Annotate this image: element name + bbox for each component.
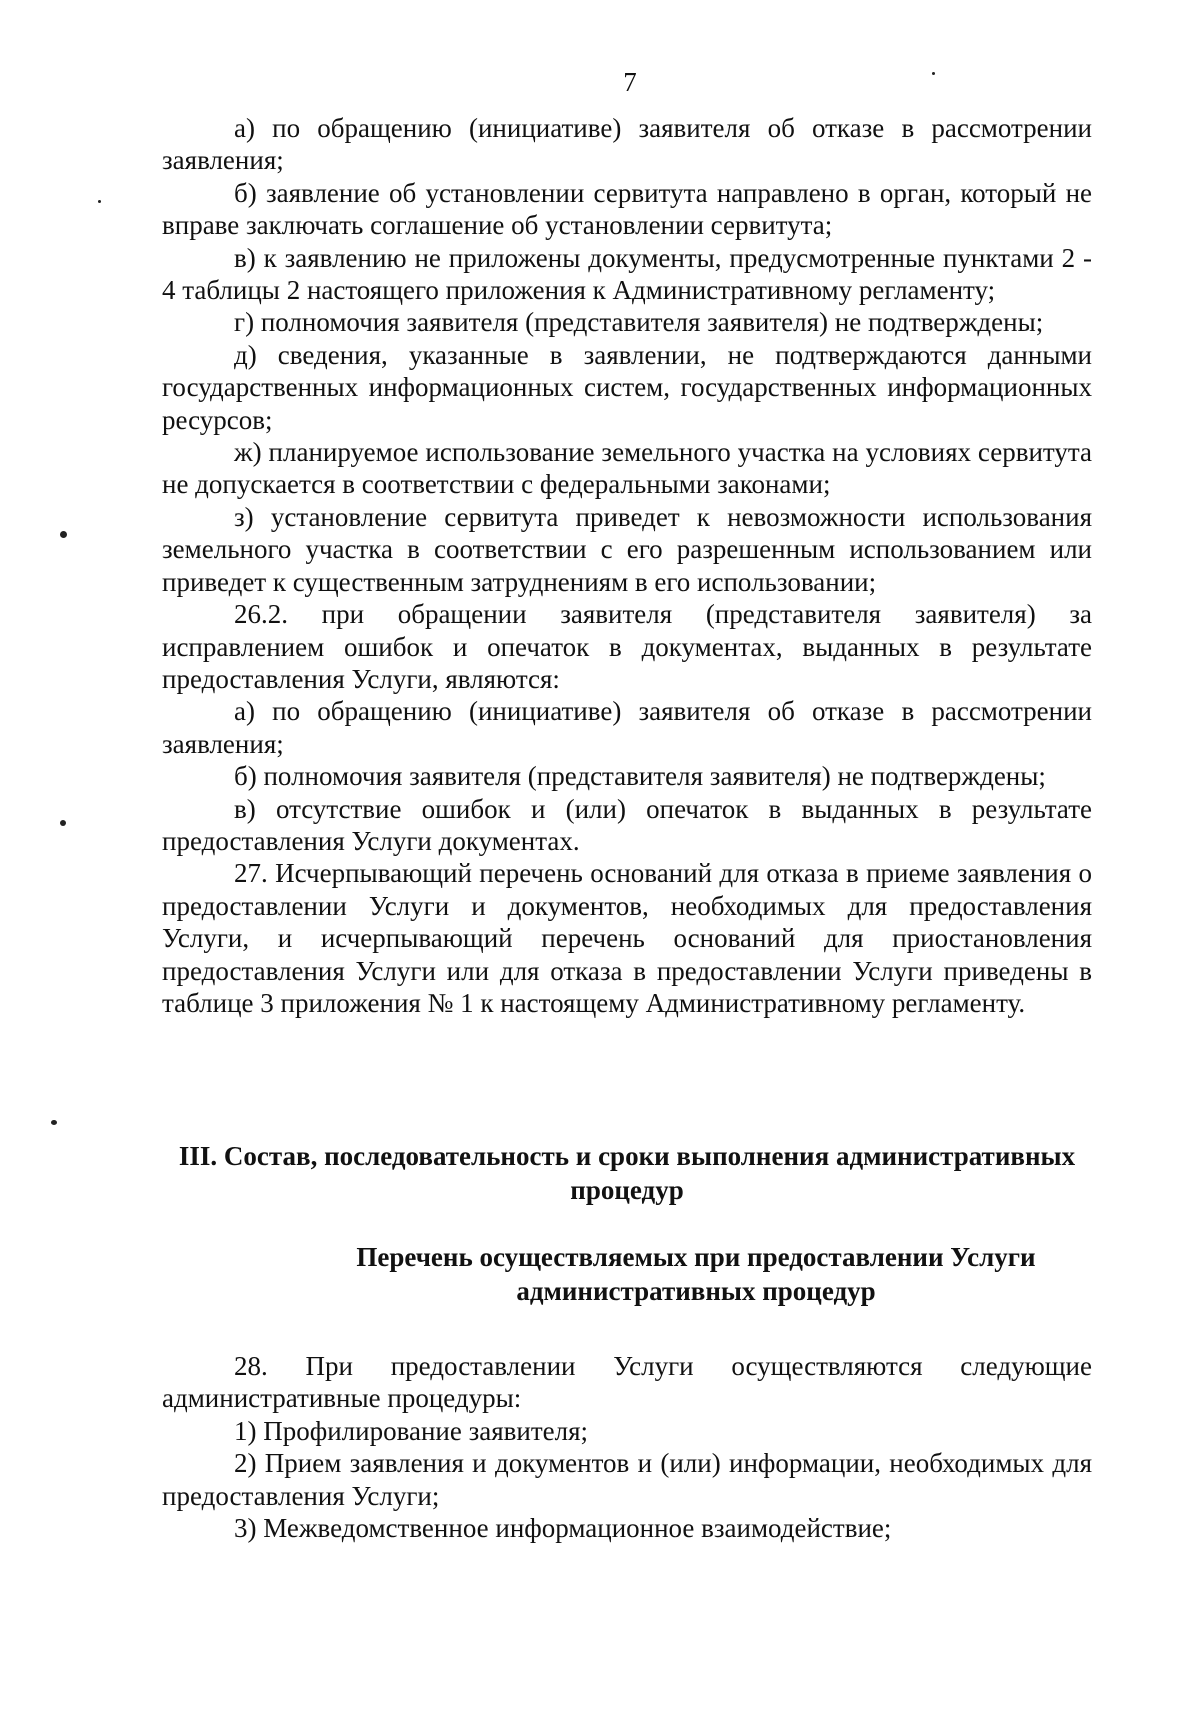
paragraph: в) к заявлению не приложены документы, предусмотренные пунктами 2 - 4 таблицы 2 настоящего приложения к Административному регламенту; [162, 242, 1092, 306]
paragraph: 2) Прием заявления и документов и (или) информации, необходимых для предоставления Услуги; [162, 1448, 1092, 1511]
paragraph: з) установление сервитута приведет к невозможности использования земельного участка в соответствии с его разрешенным использованием или приведет к существенным затруднениям в его использовании; [162, 501, 1092, 597]
refusal-grounds-list [162, 112, 1092, 1019]
scan-speck [932, 72, 935, 75]
paragraph: в) отсутствие ошибок и (или) опечаток в выданных в результате предоставления Услуги документах. [162, 793, 1092, 856]
paragraph: г) полномочия заявителя (представителя заявителя) не подтверждены; [234, 307, 1044, 338]
paragraph: 26.2. при обращении заявителя (представителя заявителя) за исправлением ошибок и опечаток в документах, выданных в результате предоставления Услуги, являются: [162, 599, 1092, 694]
procedures-list [162, 1350, 1092, 1544]
paragraph: 27. Исчерпывающий перечень оснований для отказа в приеме заявления о предоставлении Услуги и документов, необходимых для предоставления Услуги, и исчерпывающий перечень оснований для приостановления предоставления Услуги или для отказа в предоставлении Услуги приведены в таблице 3 приложения № 1 к настоящему Административному регламенту. [162, 858, 1092, 1018]
paragraph: 28. При предоставлении Услуги осуществляются следующие административные процедуры: [162, 1351, 1092, 1414]
page-number: 7 [623, 67, 637, 97]
paragraph: ж) планируемое использование земельного участка на условиях сервитута не допускается в соответствии с федеральными законами; [162, 437, 1092, 500]
scan-speck [51, 1120, 57, 1125]
paragraph: б) полномочия заявителя (представителя заявителя) не подтверждены; [234, 761, 1046, 792]
scan-speck [98, 200, 101, 203]
scan-speck [60, 820, 66, 826]
paragraph: д) сведения, указанные в заявлении, не подтверждаются данными государственных информационных систем, государственных информационных ресурсов; [162, 339, 1092, 435]
section-heading: III. Состав, последовательность и сроки выполнения административных процедур [178, 1141, 1076, 1205]
subsection-heading: Перечень осуществляемых при предоставлении Услуги административных процедур [356, 1242, 1036, 1306]
paragraph: 3) Межведомственное информационное взаимодействие; [234, 1513, 892, 1544]
scan-speck [60, 531, 67, 538]
paragraph: б) заявление об установлении сервитута направлено в орган, который не вправе заключать соглашение об установлении сервитута; [162, 177, 1092, 241]
paragraph: а) по обращению (инициативе) заявителя об отказе в рассмотрении заявления; [162, 696, 1092, 759]
paragraph: 1) Профилирование заявителя; [234, 1415, 589, 1446]
paragraph: а) по обращению (инициативе) заявителя об отказе в рассмотрении заявления; [162, 113, 1092, 176]
